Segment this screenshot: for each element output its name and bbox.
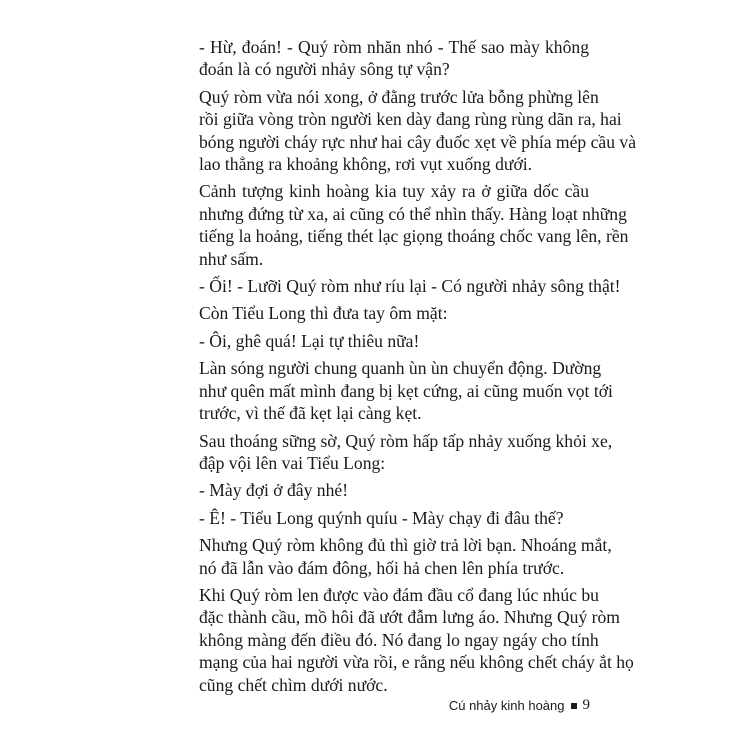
text-line: tiếng la hoảng, tiếng thét lạc giọng thoáng chốc vang lên, rền: [199, 226, 629, 247]
text-line: Khi Quý ròm len được vào đám đầu cổ đang lúc nhúc bu: [199, 584, 599, 605]
paragraph: [171, 507, 589, 529]
text-line: như sấm.: [199, 248, 264, 269]
text-line: Làn sóng người chung quanh ùn ùn chuyển động. Dường: [199, 358, 602, 379]
paragraph: [171, 534, 612, 579]
running-footer: [420, 697, 590, 714]
body-text: [171, 36, 637, 701]
text-line: - Ôi, ghê quá! Lại tự thiêu nữa!: [199, 330, 420, 351]
paragraph: [171, 36, 589, 81]
square-bullet-icon: [571, 703, 577, 709]
text-line: Sau thoáng sững sờ, Quý ròm hấp tấp nhảy xuống khỏi xe,: [199, 430, 613, 451]
text-line: đặc thành cầu, mồ hôi đã ướt đẫm lưng áo. Nhưng Quý ròm: [199, 607, 620, 628]
text-line: không màng đến điều đó. Nó đang lo ngay ngáy cho tính: [199, 629, 599, 650]
paragraph: [171, 357, 613, 424]
text-line: Cảnh tượng kinh hoàng kia tuy xảy ra ở giữa dốc cầu: [199, 181, 589, 202]
text-line: nhưng đứng từ xa, ai cũng có thể nhìn thấy. Hàng loạt những: [199, 203, 627, 224]
text-line: cũng chết chìm dưới nước.: [199, 674, 388, 695]
paragraph: [171, 479, 589, 501]
text-line: Nhưng Quý ròm không đủ thì giờ trả lời bạn. Nhoáng mắt,: [199, 535, 612, 556]
text-line: - Ối! - Lưỡi Quý ròm như ríu lại - Có người nhảy sông thật!: [199, 276, 621, 297]
text-line: Quý ròm vừa nói xong, ở đằng trước lửa bỗng phừng lên: [199, 86, 599, 107]
text-line: đoán là có người nhảy sông tự vận?: [199, 59, 450, 80]
page-number: 9: [582, 697, 590, 713]
text-line: - Mày đợi ở đây nhé!: [199, 480, 349, 501]
paragraph: [171, 330, 589, 352]
text-line: như quên mất mình đang bị kẹt cứng, ai cũng muốn vọt tới: [199, 380, 613, 401]
text-line: nó đã lẫn vào đám đông, hối hả chen lên phía trước.: [199, 557, 565, 578]
text-line: Còn Tiểu Long thì đưa tay ôm mặt:: [199, 303, 448, 324]
paragraph: [171, 430, 613, 475]
paragraph: [171, 275, 621, 297]
text-line: trước, vì thế đã kẹt lại càng kẹt.: [199, 403, 422, 424]
chapter-title: Cú nhảy kinh hoàng: [448, 698, 565, 713]
text-line: mạng của hai người vừa rồi, e rằng nếu không chết cháy ắt họ: [199, 652, 634, 673]
text-line: bóng người cháy rực như hai cây đuốc xẹt về phía mép cầu và: [199, 131, 637, 152]
paragraph: [171, 584, 634, 696]
paragraph: [171, 86, 637, 176]
paragraph: [171, 302, 589, 324]
paragraph: [171, 180, 629, 270]
text-line: - Hừ, đoán! - Quý ròm nhăn nhó - Thế sao mày không: [199, 37, 589, 57]
text-line: lao thẳng ra khoảng không, rơi vụt xuống dưới.: [199, 154, 533, 175]
text-line: - Ê! - Tiểu Long quýnh quíu - Mày chạy đi đâu thế?: [199, 507, 564, 528]
text-line: rồi giữa vòng tròn người ken dày đang rùng rùng dãn ra, hai: [199, 109, 622, 130]
text-line: đập vội lên vai Tiểu Long:: [199, 452, 386, 473]
